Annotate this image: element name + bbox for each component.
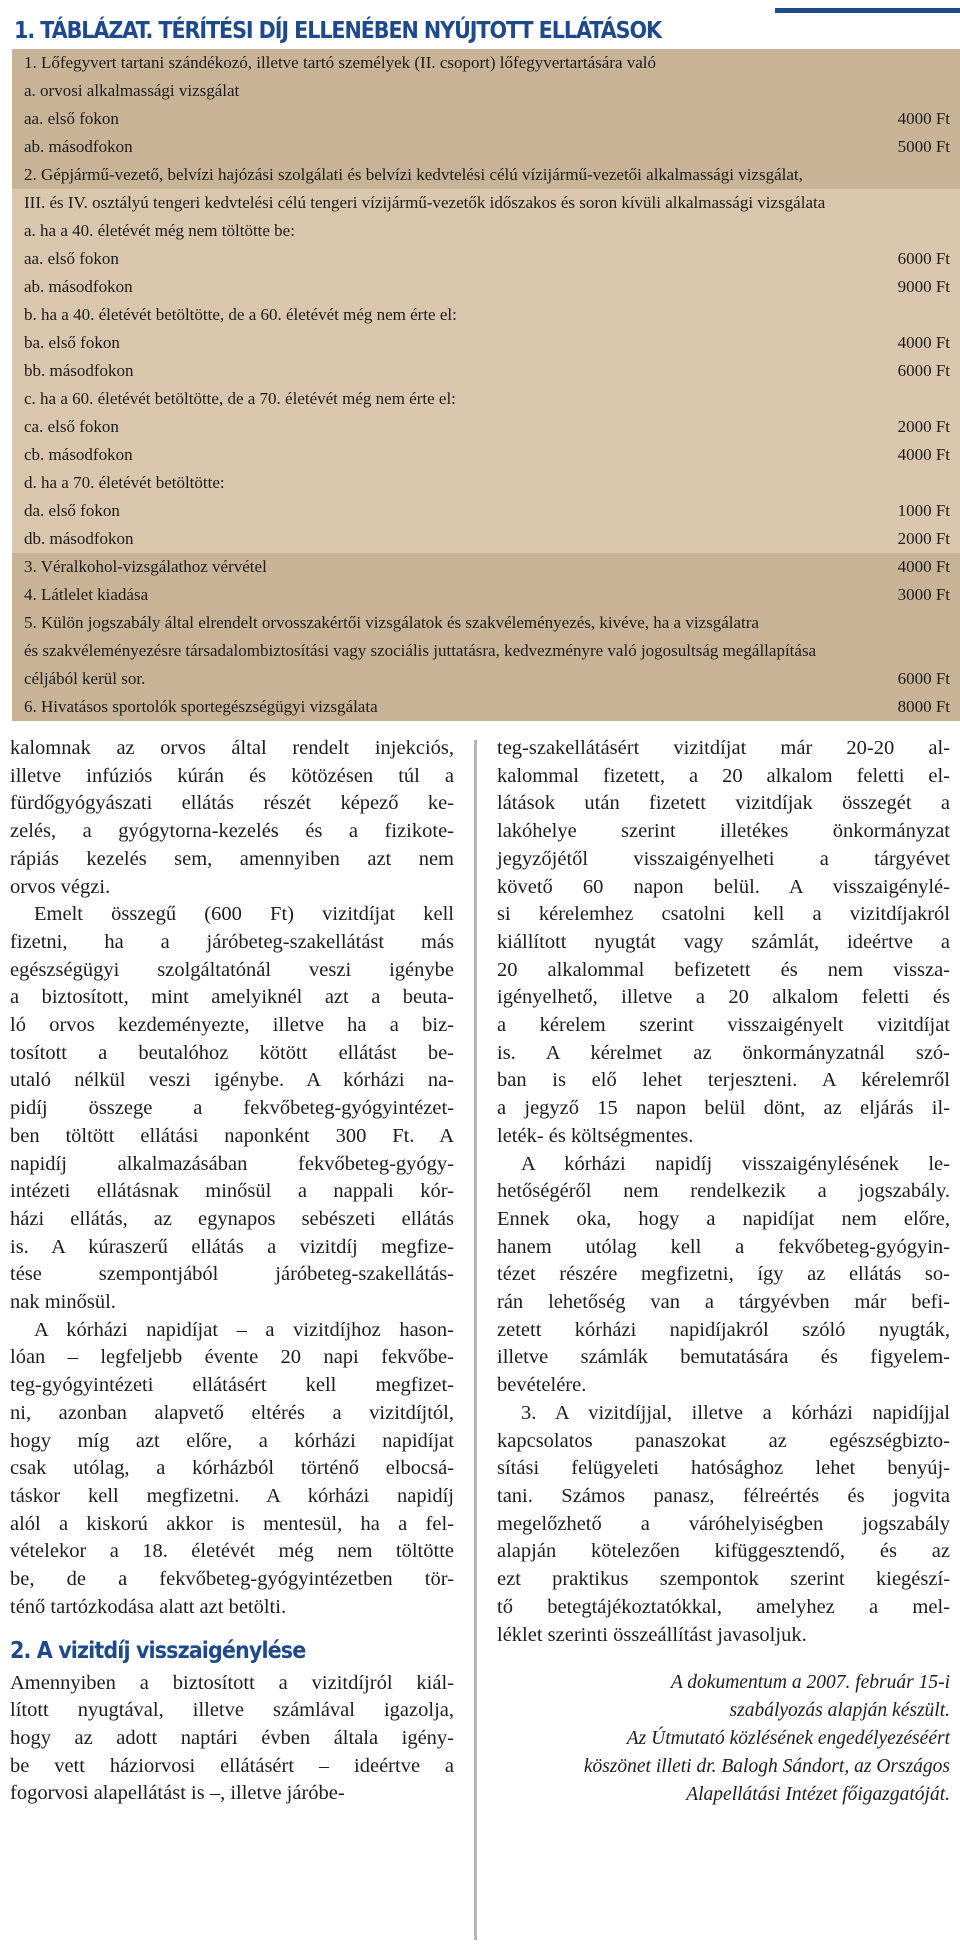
text-line: rán lehetőség van a tárgyévben már befi-	[497, 1291, 950, 1314]
text-line: intézeti ellátásnak minősül a nappali kór-	[10, 1180, 454, 1203]
text-line: hogy míg azt előre, a kórházi napidíjat	[10, 1429, 454, 1452]
text-line: tosított a beutalóhoz kötött ellátást be-	[10, 1041, 454, 1064]
row-label: d. ha a 70. életévét betöltötte:	[24, 473, 225, 492]
text-line: ban is elő lehet terjeszteni. A kérelemről	[497, 1069, 950, 1092]
column-divider	[474, 740, 477, 1940]
text-line: kalomnak az orvos által rendelt injekciós,	[10, 737, 454, 759]
table-row	[24, 553, 950, 581]
text-line: igényelhető, illetve a 20 alkalom feletti és	[497, 986, 950, 1009]
row-label: a. ha a 40. életévét még nem töltötte be:	[24, 221, 295, 240]
right-column	[497, 735, 950, 1809]
paragraph	[10, 735, 454, 901]
text-line: alól a kiskorú akkor is mentesül, ha a fel-	[10, 1512, 454, 1535]
row-price: 4000 Ft	[897, 333, 950, 352]
text-line: megelőzhető a váróhelyiségben jogszabály	[497, 1512, 950, 1535]
table-row	[24, 329, 950, 357]
text-line: Amennyiben a biztosított a vizitdíjról kiál-	[10, 1671, 454, 1694]
table-title: 1. TÁBLÁZAT. TÉRÍTÉSI DÍJ ELLENÉBEN NYÚJTOTT ELLÁTÁSOK	[14, 18, 661, 44]
table-row	[24, 301, 950, 329]
table-row	[24, 693, 950, 721]
article-body	[0, 735, 960, 1949]
text-line: tése szempontjából járóbeteg-szakellátás-	[10, 1263, 454, 1286]
text-line: rápiás kezelés sem, amennyiben azt nem	[10, 847, 454, 870]
row-label: ab. másodfokon	[24, 277, 133, 296]
row-label: aa. első fokon	[24, 249, 119, 268]
row-price: 4000 Ft	[897, 445, 950, 464]
row-label: 6. Hivatásos sportolók sportegészségügyi vizsgálata	[24, 697, 378, 716]
paragraph	[10, 901, 454, 1317]
text-line: tő betegtájékoztatókkal, amelyhez a mel-	[497, 1595, 950, 1618]
row-label: 1. Lőfegyvert tartani szándékozó, illetve tartó személyek (II. csoport) lőfegyvertartására való	[24, 53, 657, 72]
text-line: teg-szakellátásért vizitdíjat már 20-20 al-	[497, 737, 950, 759]
text-line: teg-gyógyintézeti ellátásért kell megfizet-	[10, 1374, 454, 1397]
row-label: a. orvosi alkalmassági vizsgálat	[24, 81, 240, 100]
text-line: látások után fizetett vizitdíjak összegét a	[497, 792, 950, 815]
table-row	[24, 49, 950, 77]
row-label: da. első fokon	[24, 501, 120, 520]
row-price: 6000 Ft	[897, 249, 950, 268]
text-line: a jegyző 15 napon belül dönt, az eljárás il-	[497, 1097, 950, 1120]
table-row	[24, 105, 950, 133]
row-label: c. ha a 60. életévét betöltötte, de a 70. életévét még nem érte el:	[24, 389, 456, 408]
credit-line: A dokumentum a 2007. február 15-i	[670, 1672, 950, 1694]
table-row	[24, 273, 950, 301]
text-line: illetve számlák bemutatására és figyelem-	[497, 1346, 950, 1369]
text-line: leték- és költségmentes.	[497, 1124, 694, 1147]
text-line: lított nyugtával, illetve számlával igazolja,	[10, 1699, 454, 1722]
table-row	[24, 161, 950, 189]
paragraph	[10, 1670, 454, 1809]
text-line: sítási felügyeleti hatósághoz lehet benyúj-	[497, 1457, 950, 1480]
row-label: III. és IV. osztályú tengeri kedvtelési célú tengeri vízijármű-vezetők időszakos és soron kívüli alkalmassági vizsgálata	[24, 193, 826, 212]
row-label: ca. első fokon	[24, 417, 119, 436]
row-price: 4000 Ft	[897, 109, 950, 128]
text-line: fizetni, ha a járóbeteg-szakellátást más	[10, 930, 454, 953]
text-line: Ennek oka, hogy a napidíjat nem előre,	[497, 1207, 950, 1230]
table-row	[24, 525, 950, 553]
text-line: pidíj összege a fekvőbeteg-gyógyintézet-	[10, 1097, 454, 1120]
row-price: 1000 Ft	[897, 501, 950, 520]
row-price: 3000 Ft	[897, 585, 950, 604]
text-line: bevételére.	[497, 1374, 587, 1397]
text-line: zetett kórházi napidíjakról szóló nyugták,	[497, 1318, 950, 1341]
text-line: ténő tartózkodása alatt azt betölti.	[10, 1595, 287, 1618]
text-line: ló orvos kezdeményezte, illetve ha a biz-	[10, 1014, 454, 1037]
table-row	[24, 469, 950, 497]
row-label: bb. másodfokon	[24, 361, 134, 380]
row-label: 4. Látlelet kiadása	[24, 585, 149, 604]
text-line: ezt praktikus szempontok szerint kiegészí-	[497, 1568, 950, 1591]
section-heading: 2. A vizitdíj visszaigénylése	[10, 1637, 306, 1664]
text-line: a biztosított, mint amelyiknél azt a beuta-	[10, 986, 454, 1009]
text-line: kapcsolatos panaszokat az egészségbizto-	[497, 1429, 950, 1452]
text-line: orvos végzi.	[10, 875, 111, 898]
row-label: b. ha a 40. életévét betöltötte, de a 60. életévét még nem érte el:	[24, 305, 457, 324]
text-line: a kérelem szerint visszaigényelt vizitdíjat	[497, 1014, 950, 1037]
table-row	[24, 609, 950, 637]
row-price: 9000 Ft	[897, 277, 950, 296]
table-row	[24, 357, 950, 385]
text-line: A kórházi napidíjat – a vizitdíjhoz hason-	[34, 1318, 454, 1341]
text-line: 20 alkalommal befizetett és nem vissza-	[497, 958, 950, 981]
table-row	[24, 385, 950, 413]
row-label: és szakvéleményezésre társadalombiztosítási vagy szociális juttatásra, kedvezményre való jogosultság megállapítása	[24, 641, 817, 660]
text-line: utaló nélkül veszi igénybe. A kórházi na-	[10, 1069, 454, 1092]
credit-line: köszönet illeti dr. Balogh Sándort, az Országos	[583, 1756, 950, 1778]
row-price: 2000 Ft	[897, 529, 950, 548]
header-accent-rule	[775, 8, 960, 13]
row-price: 6000 Ft	[897, 669, 950, 688]
table-row	[24, 77, 950, 105]
text-line: csak utólag, a kórházból történő elbocsá-	[10, 1457, 454, 1480]
table-row	[24, 441, 950, 469]
credit-line: Alapellátási Intézet főigazgatóját.	[686, 1784, 950, 1806]
text-line: 3. A vizitdíjjal, illetve a kórházi napidíjjal	[521, 1401, 950, 1424]
row-label: 3. Véralkohol-vizsgálathoz vérvétel	[24, 557, 267, 576]
text-line: egészségügyi szolgáltatónál veszi igénybe	[10, 958, 454, 981]
row-label: 2. Gépjármű-vezető, belvízi hajózási szolgálati és belvízi kedvtelési célú vízijármű-vezetői alkalmassági vizsgálat,	[24, 165, 803, 184]
table-row	[24, 665, 950, 693]
row-price: 6000 Ft	[897, 361, 950, 380]
row-label: db. másodfokon	[24, 529, 134, 548]
row-price: 5000 Ft	[897, 137, 950, 156]
table-row	[24, 189, 950, 217]
paragraph	[497, 735, 950, 1151]
row-label: cb. másodfokon	[24, 445, 133, 464]
table-row	[24, 637, 950, 665]
text-line: házi ellátás, az egynapos sebészeti ellátás	[10, 1207, 454, 1230]
text-line: kiállított nyugtát vagy számlát, ideértve a	[497, 930, 950, 953]
text-line: be vett háziorvosi ellátásért – ideértve a	[10, 1754, 454, 1777]
fee-table	[12, 49, 960, 721]
text-line: illetve infúziós kúrán és kötözésen túl a	[10, 764, 454, 787]
table-row	[24, 581, 950, 609]
text-line: zelés, a gyógytorna-kezelés és a fizikote-	[10, 820, 454, 843]
text-line: ben töltött ellátási naponként 300 Ft. A	[10, 1124, 454, 1147]
text-line: si kérelemhez csatolni kell a vizitdíjakról	[497, 903, 950, 926]
text-line: A kórházi napidíj visszaigénylésének le-	[521, 1152, 950, 1175]
text-line: hogy az adott naptári évben általa igény-	[10, 1726, 454, 1749]
text-line: nak minősül.	[10, 1291, 116, 1314]
text-line: léklet szerinti összeállítást javasoljuk.	[497, 1623, 807, 1646]
row-label: aa. első fokon	[24, 109, 119, 128]
table-row	[24, 245, 950, 273]
credit-line: Az Útmutató közlésének engedélyezéséért	[626, 1728, 950, 1750]
text-line: kalommal fizetett, a 20 alkalom feletti el-	[497, 764, 950, 787]
text-line: hanem utólag kell a fekvőbeteg-gyógyin-	[497, 1235, 950, 1258]
text-line: alapján kötelezően kifüggesztendő, és az	[497, 1540, 950, 1563]
text-line: be, de a fekvőbeteg-gyógyintézetben tör-	[10, 1568, 454, 1591]
table-row	[24, 217, 950, 245]
paragraph	[497, 1400, 950, 1649]
text-line: fürdőgyógyászati ellátás részét képező ke-	[10, 792, 454, 815]
row-label: ba. első fokon	[24, 333, 120, 352]
text-line: Emelt összegű (600 Ft) vizitdíjat kell	[34, 903, 454, 926]
row-price: 2000 Ft	[897, 417, 950, 436]
table-row	[24, 413, 950, 441]
row-price: 8000 Ft	[897, 697, 950, 716]
row-label: 5. Külön jogszabály által elrendelt orvosszakértői vizsgálatok és szakvéleményezés, kivéve, ha a vizsgálatra	[24, 613, 759, 632]
text-line: lóan – legfeljebb évente 20 napi fekvőbe-	[10, 1346, 454, 1369]
text-line: jegyzőjétől visszaigényelheti a tárgyévet	[497, 847, 950, 870]
text-line: ni, azonban alapvető eltérés a vizitdíjtól,	[10, 1401, 454, 1424]
paragraph	[497, 1151, 950, 1400]
text-line: napidíj alkalmazásában fekvőbeteg-gyógy-	[10, 1152, 454, 1175]
left-column	[10, 735, 454, 1808]
text-line: tani. Számos panasz, félreértés és jogvita	[497, 1484, 950, 1507]
row-label: céljából kerül sor.	[24, 669, 146, 688]
text-line: vételekor a 18. életévét még nem töltötte	[10, 1540, 454, 1563]
credit-note	[497, 1669, 950, 1809]
table-row	[24, 497, 950, 525]
row-price: 4000 Ft	[897, 557, 950, 576]
text-line: is. A kúraszerű ellátás a vizitdíj megfize-	[10, 1235, 454, 1258]
text-line: hetőségéről nem rendelkezik a jogszabály.	[497, 1180, 950, 1203]
text-line: fogorvosi alapellátást is –, illetve járóbe-	[10, 1782, 345, 1805]
credit-line: szabályozás alapján készült.	[729, 1700, 950, 1722]
text-line: tézet részére megfizetni, így az ellátás so-	[497, 1263, 950, 1286]
text-line: táskor kell megfizetni. A kórházi napidíj	[10, 1484, 454, 1507]
text-line: lakóhelye szerint illetékes önkormányzat	[497, 820, 950, 843]
row-label: ab. másodfokon	[24, 137, 133, 156]
table-row	[24, 133, 950, 161]
text-line: követő 60 napon belül. A visszaigénylé-	[497, 875, 950, 898]
paragraph	[10, 1317, 454, 1622]
text-line: is. A kérelmet az önkormányzatnál szó-	[497, 1041, 950, 1064]
